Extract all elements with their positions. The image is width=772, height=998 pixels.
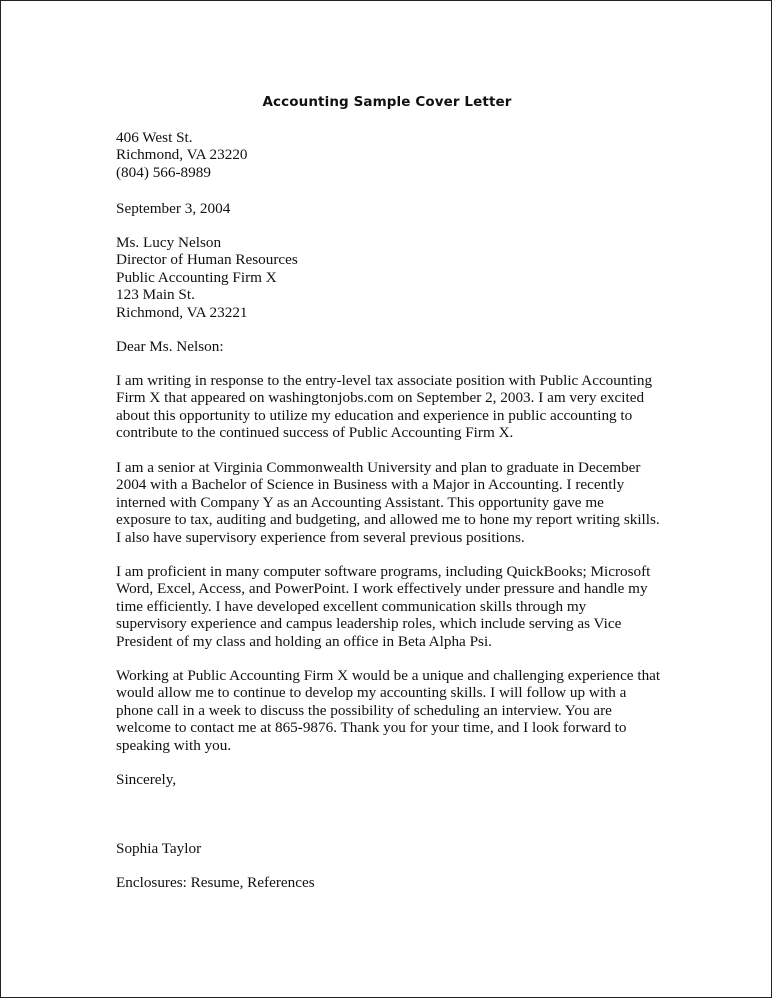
sender-street: 406 West St.: [116, 129, 193, 146]
sender-phone: (804) 566-8989: [116, 163, 211, 181]
paragraph-line: time efficiently. I have developed excellent communication skills through my: [116, 597, 587, 615]
recipient-address: [116, 234, 696, 321]
paragraph-line: I also have supervisory experience from several previous positions.: [116, 528, 525, 546]
enclosures-text: Enclosures: Resume, References: [116, 874, 315, 891]
paragraph-line: speaking with you.: [116, 736, 232, 754]
paragraph-line: contribute to the continued success of Public Accounting Firm X.: [116, 424, 514, 442]
paragraph-line: would allow me to continue to develop my accounting skills. I will follow up with a: [116, 684, 627, 702]
paragraph-line: Firm X that appeared on washingtonjobs.com on September 2, 2003. I am very excited: [116, 389, 645, 407]
paragraph-4: [116, 667, 696, 754]
recipient-company: Public Accounting Firm X: [116, 268, 277, 286]
page-title: Accounting Sample Cover Letter: [262, 94, 512, 110]
signature-text: Sophia Taylor: [116, 840, 202, 857]
recipient-street: 123 Main St.: [116, 286, 195, 304]
paragraph-line: Working at Public Accounting Firm X would be a unique and challenging experience that: [116, 667, 661, 684]
paragraph-line: welcome to contact me at 865-9876. Thank you for your time, and I look forward to: [116, 719, 627, 737]
paragraph-line: 2004 with a Bachelor of Science in Business with a Major in Accounting. I recently: [116, 476, 625, 494]
paragraph-line: I am a senior at Virginia Commonwealth University and plan to graduate in December: [116, 459, 641, 476]
recipient-title: Director of Human Resources: [116, 251, 298, 269]
closing-text: Sincerely,: [116, 771, 177, 788]
enclosures: [116, 874, 696, 891]
paragraph-line: President of my class and holding an office in Beta Alpha Psi.: [116, 632, 492, 650]
recipient-name: Ms. Lucy Nelson: [116, 234, 222, 251]
closing: [116, 771, 696, 788]
paragraph-line: about this opportunity to utilize my education and experience in public accounting to: [116, 406, 633, 424]
sender-address: [116, 129, 696, 181]
paragraph-line: I am proficient in many computer software programs, including QuickBooks; Microsoft: [116, 563, 651, 580]
paragraph-3: [116, 563, 696, 650]
date-text: September 3, 2004: [116, 200, 231, 217]
paragraph-line: Word, Excel, Access, and PowerPoint. I work effectively under pressure and handle my: [116, 580, 648, 598]
recipient-city: Richmond, VA 23221: [116, 303, 248, 321]
letter-date: [116, 200, 696, 217]
salutation-text: Dear Ms. Nelson:: [116, 338, 224, 355]
paragraph-2: [116, 459, 696, 546]
paragraph-line: exposure to tax, auditing and budgeting, and allowed me to hone my report writing skills.: [116, 511, 660, 529]
paragraph-line: supervisory experience and campus leadership roles, which include serving as Vice: [116, 615, 622, 633]
sender-city: Richmond, VA 23220: [116, 146, 248, 164]
signature-name: [116, 840, 696, 857]
salutation: [116, 338, 696, 355]
paragraph-1: [116, 372, 696, 442]
paragraph-line: interned with Company Y as an Accounting Assistant. This opportunity gave me: [116, 493, 604, 511]
paragraph-line: phone call in a week to discuss the possibility of scheduling an interview. You are: [116, 701, 612, 719]
paragraph-line: I am writing in response to the entry-level tax associate position with Public Accounting: [116, 372, 653, 389]
